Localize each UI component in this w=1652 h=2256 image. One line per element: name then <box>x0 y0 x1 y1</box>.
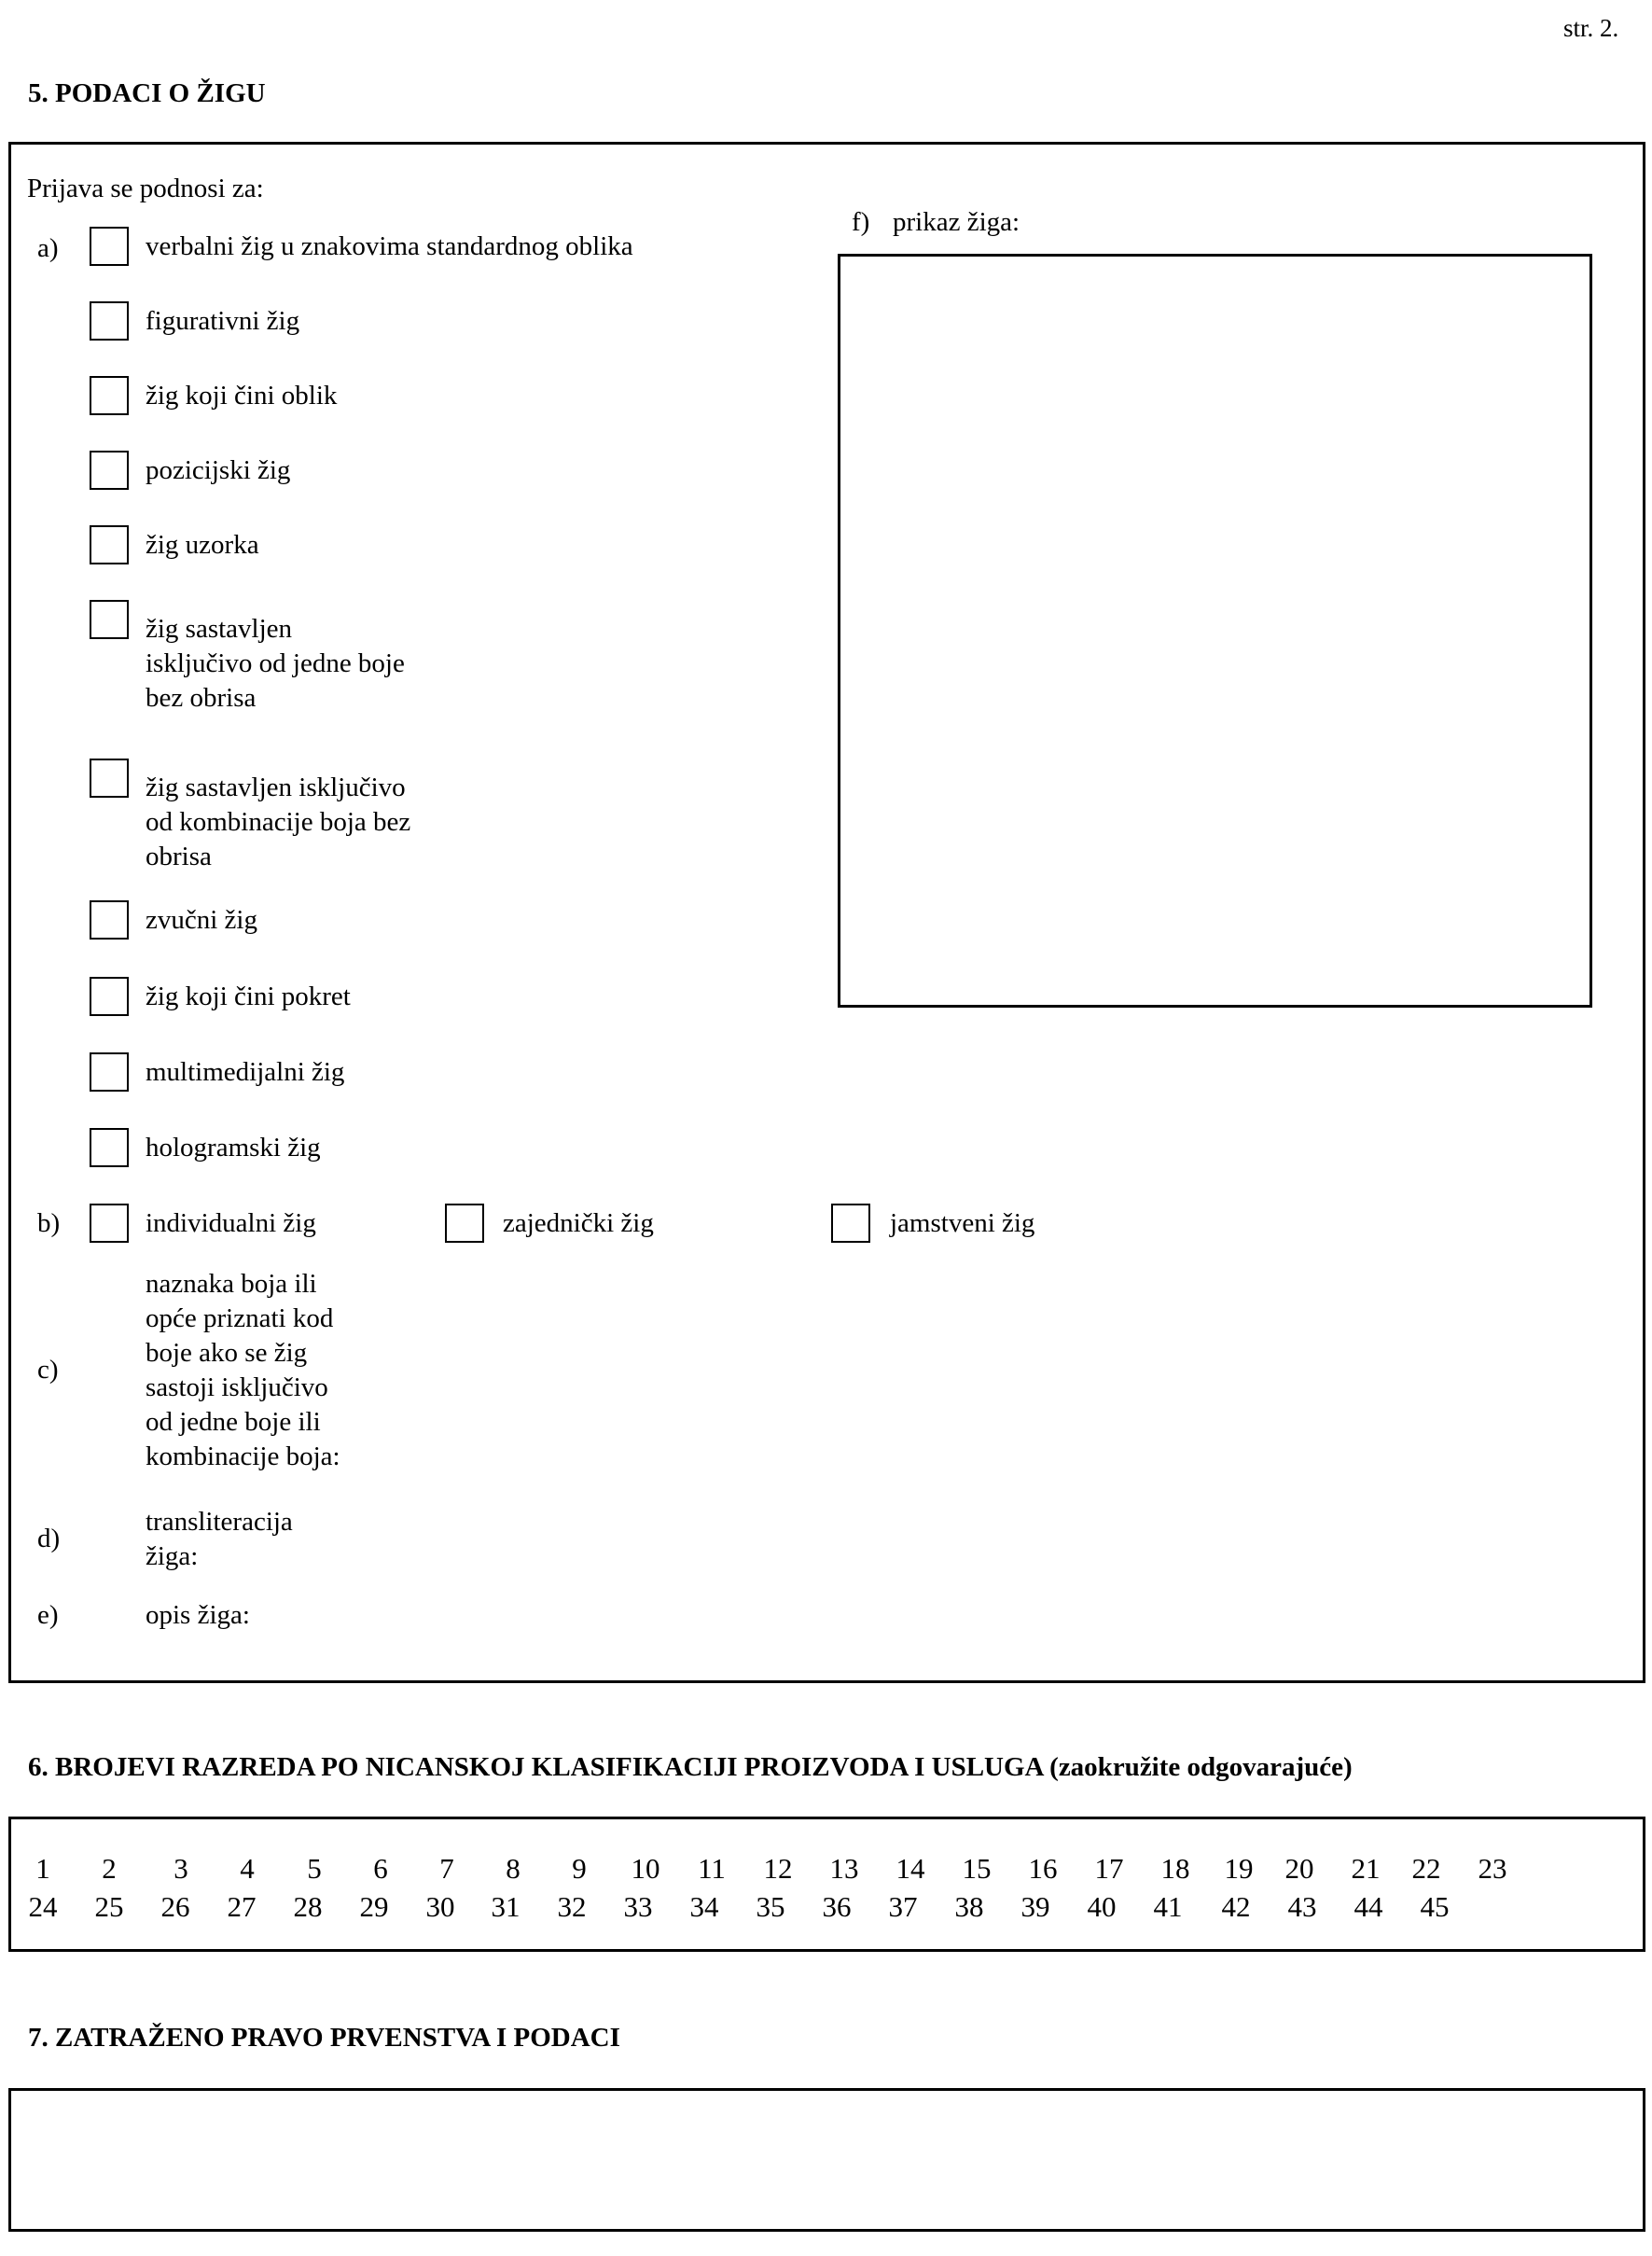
class-number[interactable]: 26 <box>160 1890 190 1923</box>
checkbox-mark-type[interactable] <box>90 301 129 341</box>
d-text-line: transliteracija <box>146 1507 293 1537</box>
class-number[interactable]: 1 <box>35 1852 50 1885</box>
mark-type-label: hologramski žig <box>146 1133 321 1163</box>
c-text-line: opće priznati kod <box>146 1303 334 1333</box>
mark-type-label: žig sastavljen <box>146 614 293 644</box>
checkbox-mark-type[interactable] <box>90 376 129 415</box>
a-label: a) <box>37 233 59 263</box>
class-number[interactable]: 11 <box>698 1852 726 1885</box>
mark-type-label: isključivo od jedne boje <box>146 648 405 678</box>
checkbox-mark-type[interactable] <box>90 977 129 1016</box>
c-text-line: od jedne boje ili <box>146 1407 321 1437</box>
mark-type-label: verbalni žig u znakovima standardnog oblika <box>146 231 633 261</box>
section6-title-text: 6. BROJEVI RAZREDA PO NICANSKOJ KLASIFIKACIJI PROIZVODA I USLUGA <box>28 1752 1043 1782</box>
mark-preview-box[interactable] <box>838 254 1592 1008</box>
e-label: e) <box>37 1600 59 1630</box>
class-number[interactable]: 31 <box>491 1890 521 1923</box>
section6-title <box>28 1752 1353 1783</box>
b-option-label: jamstveni žig <box>890 1208 1035 1238</box>
e-text: opis žiga: <box>146 1600 250 1630</box>
c-text-line: sastoji isključivo <box>146 1372 328 1402</box>
c-text-line: naznaka boja ili <box>146 1269 317 1299</box>
class-number[interactable]: 4 <box>240 1852 255 1885</box>
class-number[interactable]: 16 <box>1028 1852 1058 1885</box>
class-number[interactable]: 45 <box>1420 1890 1450 1923</box>
page-number: str. 2. <box>1563 14 1619 42</box>
class-number[interactable]: 10 <box>631 1852 660 1885</box>
mark-type-label: od kombinacije boja bez <box>146 807 411 837</box>
class-number[interactable]: 32 <box>557 1890 587 1923</box>
class-number[interactable]: 34 <box>689 1890 719 1923</box>
mark-type-label: figurativni žig <box>146 306 300 336</box>
class-number[interactable]: 39 <box>1020 1890 1050 1923</box>
class-number[interactable]: 25 <box>94 1890 124 1923</box>
class-number[interactable]: 30 <box>425 1890 455 1923</box>
priority-claim-box[interactable] <box>8 2088 1645 2232</box>
class-number[interactable]: 35 <box>756 1890 785 1923</box>
checkbox-mark-type[interactable] <box>90 525 129 564</box>
section5-title: 5. PODACI O ŽIGU <box>28 78 266 108</box>
mark-type-label: bez obrisa <box>146 683 257 713</box>
class-number[interactable]: 23 <box>1478 1852 1507 1885</box>
mark-type-label: multimedijalni žig <box>146 1057 345 1087</box>
checkbox-individualni[interactable] <box>90 1204 129 1243</box>
class-number[interactable]: 9 <box>572 1852 587 1885</box>
class-number[interactable]: 44 <box>1354 1890 1383 1923</box>
class-number[interactable]: 7 <box>439 1852 454 1885</box>
class-number[interactable]: 12 <box>763 1852 793 1885</box>
class-number[interactable]: 3 <box>174 1852 188 1885</box>
c-text-line: kombinacije boja: <box>146 1441 340 1471</box>
class-number[interactable]: 27 <box>227 1890 257 1923</box>
class-number[interactable]: 14 <box>895 1852 925 1885</box>
mark-type-label: žig koji čini oblik <box>146 381 338 411</box>
checkbox-zajednicki[interactable] <box>445 1204 484 1243</box>
class-number[interactable]: 21 <box>1351 1852 1381 1885</box>
checkbox-mark-type[interactable] <box>90 1128 129 1167</box>
f-label: f) <box>852 207 870 237</box>
class-number[interactable]: 17 <box>1094 1852 1124 1885</box>
checkbox-mark-type[interactable] <box>90 227 129 266</box>
b-option-label: zajednički žig <box>503 1208 654 1238</box>
mark-type-label: obrisa <box>146 842 212 871</box>
mark-type-label: žig uzorka <box>146 530 259 560</box>
class-number[interactable]: 24 <box>28 1890 58 1923</box>
d-label: d) <box>37 1524 61 1553</box>
class-number[interactable]: 6 <box>373 1852 388 1885</box>
class-number[interactable]: 36 <box>822 1890 852 1923</box>
b-label: b) <box>37 1208 61 1238</box>
class-number[interactable]: 40 <box>1087 1890 1117 1923</box>
class-number[interactable]: 19 <box>1224 1852 1254 1885</box>
class-number[interactable]: 22 <box>1411 1852 1441 1885</box>
mark-type-label: pozicijski žig <box>146 455 291 485</box>
class-number[interactable]: 38 <box>954 1890 984 1923</box>
section6-title-note: (zaokružite odgovarajuće) <box>1049 1752 1353 1782</box>
class-number[interactable]: 20 <box>1284 1852 1314 1885</box>
class-number[interactable]: 13 <box>829 1852 859 1885</box>
class-number[interactable]: 15 <box>962 1852 992 1885</box>
class-number[interactable]: 2 <box>102 1852 117 1885</box>
checkbox-mark-type[interactable] <box>90 900 129 940</box>
c-label: c) <box>37 1355 59 1385</box>
f-text: prikaz žiga: <box>893 207 1020 237</box>
section7-title: 7. ZATRAŽENO PRAVO PRVENSTVA I PODACI <box>28 2023 620 2053</box>
mark-type-label: zvučni žig <box>146 905 257 935</box>
b-option-label: individualni žig <box>146 1208 316 1238</box>
class-number[interactable]: 37 <box>888 1890 918 1923</box>
checkbox-mark-type[interactable] <box>90 600 129 639</box>
d-text-line: žiga: <box>146 1541 199 1571</box>
class-number[interactable]: 5 <box>307 1852 322 1885</box>
c-text-line: boje ako se žig <box>146 1338 308 1368</box>
class-number[interactable]: 42 <box>1221 1890 1251 1923</box>
mark-type-label: žig koji čini pokret <box>146 982 351 1011</box>
class-number[interactable]: 8 <box>506 1852 521 1885</box>
class-number[interactable]: 41 <box>1153 1890 1183 1923</box>
checkbox-mark-type[interactable] <box>90 451 129 490</box>
class-number[interactable]: 29 <box>359 1890 389 1923</box>
mark-type-label: žig sastavljen isključivo <box>146 773 406 802</box>
class-number[interactable]: 28 <box>293 1890 323 1923</box>
class-number[interactable]: 43 <box>1287 1890 1317 1923</box>
section5-intro: Prijava se podnosi za: <box>27 174 264 203</box>
checkbox-mark-type[interactable] <box>90 759 129 798</box>
class-number[interactable]: 18 <box>1160 1852 1190 1885</box>
checkbox-mark-type[interactable] <box>90 1052 129 1092</box>
class-number[interactable]: 33 <box>623 1890 653 1923</box>
checkbox-jamstveni[interactable] <box>831 1204 870 1243</box>
